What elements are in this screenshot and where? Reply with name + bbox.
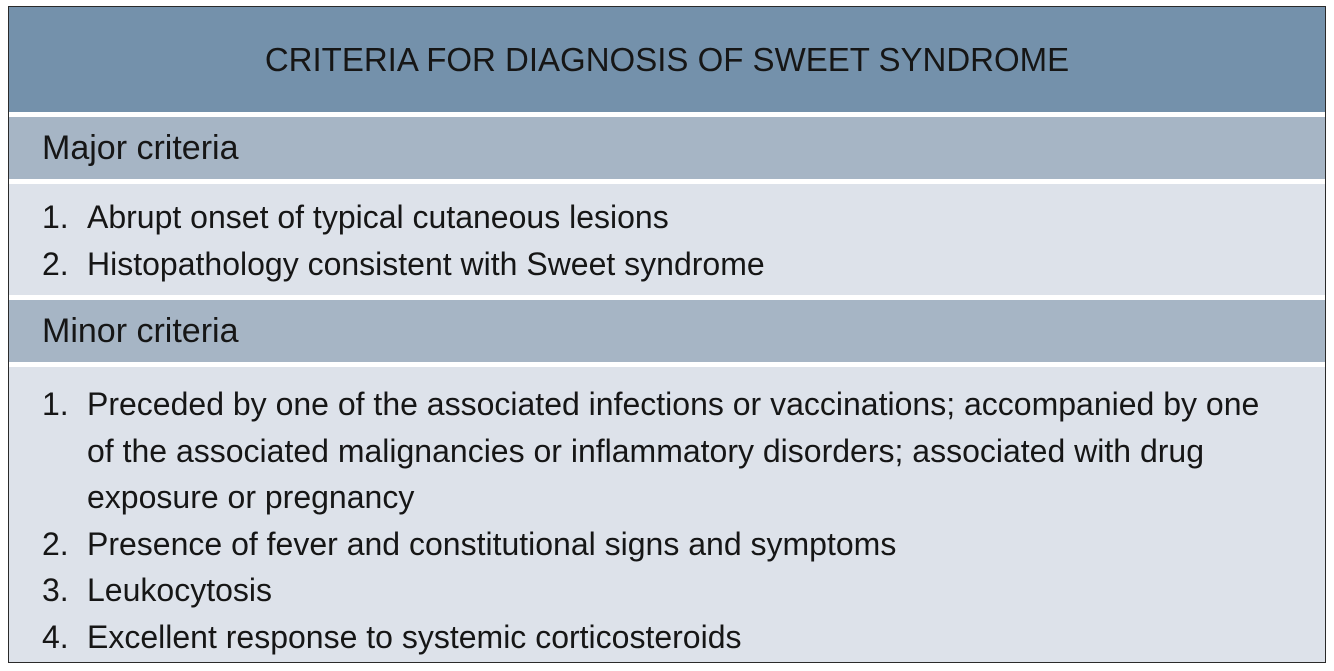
item-text: Presence of fever and constitutional signs and symptoms: [87, 525, 897, 562]
item-number: 2.: [42, 525, 69, 562]
list-item: [42, 567, 1325, 614]
major-criteria-heading: Major criteria: [9, 117, 1325, 179]
list-item: [42, 194, 1325, 241]
table-title: CRITERIA FOR DIAGNOSIS OF SWEET SYNDROME: [9, 7, 1325, 112]
item-number: 1.: [42, 199, 69, 235]
minor-criteria-list: [9, 367, 1325, 660]
item-text: Preceded by one of the associated infections or vaccinations; accompanied by one of the associated malignancies or inflammatory disorders; associated with drug exposure or pregnancy: [87, 386, 1260, 515]
item-number: 2.: [42, 245, 69, 282]
item-number: 4.: [42, 618, 69, 655]
item-text: Leukocytosis: [87, 572, 272, 608]
list-item: [42, 381, 1325, 521]
item-text: Abrupt onset of typical cutaneous lesions: [87, 199, 669, 235]
item-text: Excellent response to systemic corticosteroids: [87, 618, 742, 655]
major-criteria-list: [9, 184, 1325, 295]
list-item: [42, 521, 1325, 568]
list-item: [42, 241, 1325, 288]
criteria-table: [8, 6, 1326, 663]
minor-criteria-heading: Minor criteria: [9, 300, 1325, 362]
item-number: 3.: [42, 572, 69, 608]
item-number: 1.: [42, 386, 69, 422]
item-text: Histopathology consistent with Sweet syndrome: [87, 245, 765, 282]
list-item: [42, 614, 1325, 661]
